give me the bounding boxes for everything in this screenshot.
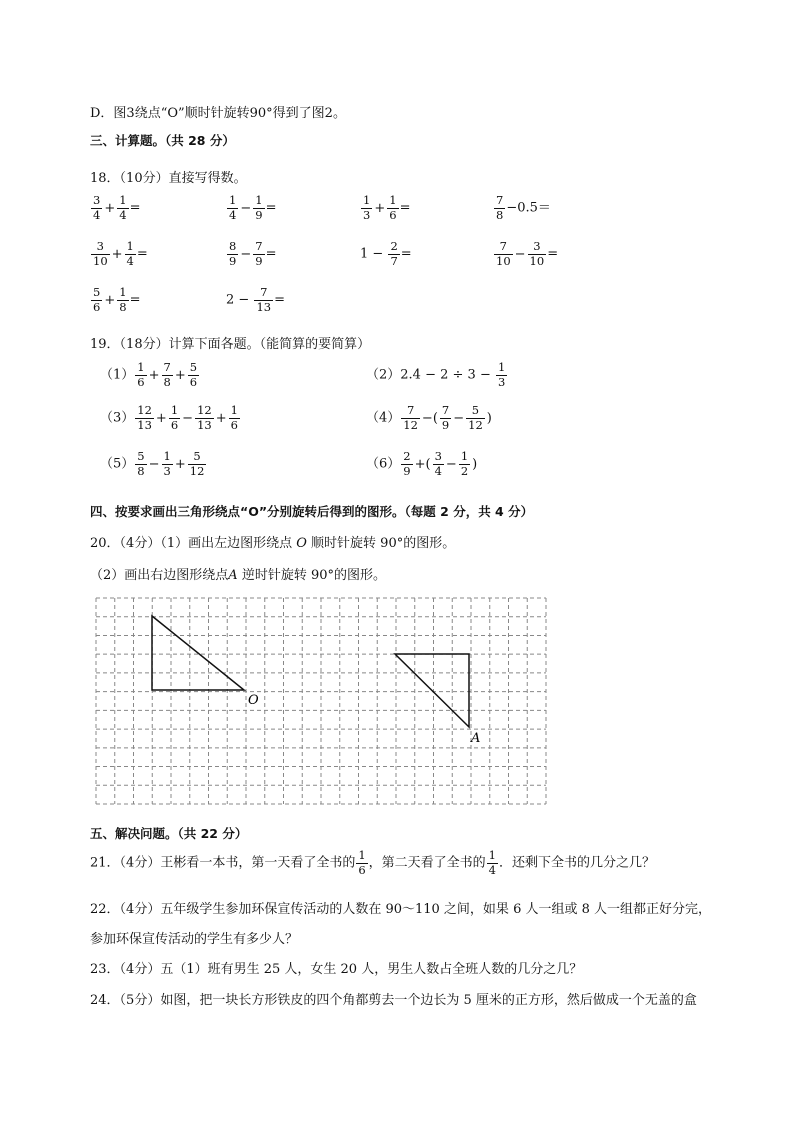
denominator: 6 (230, 417, 238, 432)
q19-header: 19．（18分）计算下面各题。（能简算的要简算） (90, 337, 371, 352)
q18-item (226, 241, 276, 267)
right-triangle (395, 654, 469, 727)
fraction (195, 405, 214, 431)
denominator: 3 (497, 374, 506, 389)
fraction (401, 405, 420, 431)
q19-problem-1: （1） $\frac{1}{6}$ + $\frac{7}{8}$ + $\frac{5}{6}$ (100, 360, 198, 389)
denominator: 12 (468, 417, 483, 432)
fraction (91, 287, 102, 313)
denominator: 12 (403, 417, 418, 432)
q19-problem-3: （3） $\frac{12}{13}$ + $\frac{1}{6}$ − $\frac{12}{13}$ + $\frac{1}{6}$ (100, 403, 238, 432)
q20-line2-post: 逆时针旋转 90°的图形。 (241, 568, 386, 583)
numerator: 7 (254, 287, 273, 301)
fraction (135, 362, 146, 388)
equals-sign: = (136, 246, 148, 262)
q18-item (493, 195, 551, 221)
fraction (91, 195, 102, 221)
q18-item (360, 195, 410, 221)
numerator: 7 (441, 403, 450, 417)
fraction (494, 195, 505, 221)
fraction (361, 195, 372, 221)
denominator: 13 (256, 299, 272, 314)
equals-sign: = (265, 246, 277, 262)
fraction (117, 195, 128, 221)
q18-item (226, 195, 276, 221)
denominator: 8 (496, 207, 504, 222)
denominator: 9 (229, 253, 237, 268)
numerator: 1 (126, 239, 134, 253)
denominator: 2 (460, 463, 469, 478)
operator: + (111, 246, 123, 262)
fraction (487, 850, 498, 876)
fraction (433, 451, 444, 477)
q18-item (90, 241, 148, 267)
option-d: D．图3绕点“O”顺时针旋转90°得到了图2。 (90, 106, 346, 121)
rotation-grid-figure (95, 597, 547, 805)
fraction (466, 405, 485, 431)
denominator: 4 (126, 253, 134, 268)
section-3-heading: 三、计算题。（共 28 分） (90, 133, 235, 148)
numerator: 7 (496, 193, 504, 207)
numerator: 3 (91, 241, 110, 255)
numerator: 1 (497, 360, 506, 374)
operator: − (240, 246, 252, 262)
q20-line1-pre: 20．（4分）（1）画出左边图形绕点 (90, 536, 293, 551)
denominator: 6 (358, 862, 366, 877)
numerator: 3 (93, 193, 101, 207)
fraction (253, 241, 264, 267)
numerator: 1 (229, 193, 237, 207)
numerator: 7 (494, 241, 513, 255)
left-triangle (152, 616, 244, 690)
denominator: 13 (137, 417, 152, 432)
fraction (253, 195, 264, 221)
numerator: 1 (389, 193, 397, 207)
denominator: 4 (93, 207, 101, 222)
numerator: 1 (170, 403, 179, 417)
numerator: 3 (434, 449, 442, 463)
point-o-label: O (248, 693, 259, 708)
fraction (162, 451, 173, 477)
equals-sign: = (399, 200, 411, 216)
q19-label-6: （6） (366, 456, 401, 472)
numerator: 1 (137, 360, 145, 374)
denominator: 6 (93, 299, 101, 314)
q20-line-1 (90, 532, 455, 551)
fraction (117, 287, 128, 313)
denominator: 9 (441, 417, 450, 432)
expr-prefix: 2 − (226, 292, 250, 308)
fraction (356, 850, 367, 876)
numerator: 8 (229, 239, 237, 253)
q20-line-2 (90, 564, 386, 583)
denominator: 6 (170, 417, 179, 432)
denominator: 8 (137, 463, 145, 478)
fraction (440, 405, 451, 431)
numerator: 5 (466, 405, 485, 419)
q18-item (360, 241, 412, 267)
denominator: 13 (197, 417, 212, 432)
denominator: 8 (119, 299, 127, 314)
q18-item (226, 287, 285, 313)
denominator: 12 (189, 463, 205, 478)
denominator: 10 (93, 253, 108, 268)
q22-line-1: 22．（4分）五年级学生参加环保宣传活动的人数在 90～110 之间，如果 6 人一组或 8 人一组都正好分完， (90, 902, 712, 917)
numerator: 1 (363, 193, 371, 207)
numerator: 7 (255, 239, 263, 253)
numerator: 3 (528, 241, 547, 255)
equals-sign: = (129, 200, 141, 216)
denominator: 6 (389, 207, 397, 222)
q18-item (90, 287, 140, 313)
fraction (125, 241, 136, 267)
operator: − (240, 200, 252, 216)
equals-sign: = (400, 246, 412, 262)
numerator: 1 (119, 285, 127, 299)
denominator: 3 (363, 207, 371, 222)
q20-line1-post: 顺时针旋转 90°的图形。 (311, 536, 456, 551)
numerator: 1 (488, 848, 496, 862)
fraction (169, 405, 180, 431)
section-5-heading: 五、解决问题。（共 22 分） (90, 826, 248, 841)
q21-text-3: ．还剩下全书的几分之几？ (499, 855, 656, 871)
operator: + (374, 200, 386, 216)
denominator: 9 (403, 463, 411, 478)
numerator: 5 (137, 449, 145, 463)
numerator: 1 (230, 403, 238, 417)
denominator: 10 (529, 253, 545, 268)
fraction (388, 241, 399, 267)
fraction (91, 241, 110, 267)
operator: + (104, 200, 116, 216)
q19-problem-5: （5） $\frac{5}{8}$ − $\frac{1}{3}$ + $\frac{5}{12}$ (100, 449, 205, 478)
numerator: 7 (401, 405, 420, 419)
fraction (135, 405, 154, 431)
q22-line-2: 参加环保宣传活动的学生有多少人？ (90, 932, 299, 947)
denominator: 3 (163, 463, 171, 478)
fraction (188, 362, 199, 388)
numerator: 5 (93, 285, 101, 299)
fraction (135, 451, 146, 477)
point-o-var: O (296, 536, 307, 551)
q19-p2-text: 2.4 − 2 ÷ 3 − (400, 367, 491, 383)
denominator: 4 (434, 463, 442, 478)
q19-label-1: （1） (100, 367, 135, 383)
equals-sign: = (129, 292, 141, 308)
fraction (496, 362, 507, 388)
fraction (459, 451, 470, 477)
point-a-label: A (471, 731, 481, 746)
q19-problem-4: （4） $\frac{7}{12}$ −( $\frac{7}{9}$ − $\frac{5}{12}$ ) (366, 403, 492, 432)
q18-header: 18．（10分）直接写得数。 (90, 171, 247, 186)
numerator: 1 (163, 449, 171, 463)
point-a-var: A (228, 568, 238, 583)
q23: 23．（4分）五（1）班有男生 25 人，女生 20 人，男生人数占全班人数的几分之几？ (90, 962, 583, 977)
numerator: 12 (137, 403, 152, 417)
denominator: 4 (488, 862, 496, 877)
q20-line2-pre: （2）画出右边图形绕点 (90, 568, 229, 583)
denominator: 4 (119, 207, 127, 222)
denominator: 7 (390, 253, 398, 268)
fraction (387, 195, 398, 221)
denominator: 8 (163, 374, 171, 389)
denominator: 6 (189, 374, 198, 389)
fraction (528, 241, 547, 267)
numerator: 12 (197, 403, 212, 417)
denominator: 6 (137, 374, 145, 389)
equals-sign: = (265, 200, 277, 216)
numerator: 1 (460, 449, 469, 463)
denominator: 10 (496, 253, 511, 268)
fraction (229, 405, 240, 431)
fraction (162, 362, 173, 388)
q19-problem-6: （6） $\frac{2}{9}$ +( $\frac{3}{4}$ − $\frac{1}{2}$ ) (366, 449, 478, 478)
fraction (401, 451, 412, 477)
expr-prefix: 1 − (360, 246, 384, 262)
fraction (227, 195, 238, 221)
denominator: 9 (255, 253, 263, 268)
numerator: 5 (189, 360, 198, 374)
section-4-heading: 四、按要求画出三角形绕点“O”分别旋转后得到的图形。（每题 2 分，共 4 分） (90, 504, 534, 519)
fraction (188, 451, 207, 477)
fraction (227, 241, 238, 267)
q24: 24．（5分）如图，把一块长方形铁皮的四个角都剪去一个边长为 5 厘米的正方形，然后做成一个无盖的盒 (90, 993, 697, 1008)
q19-label-3: （3） (100, 410, 135, 426)
equals-sign: = (547, 246, 559, 262)
operator: + (104, 292, 116, 308)
numerator: 7 (163, 360, 171, 374)
q18-item (90, 195, 140, 221)
q21-text-2: ，第二天看了全书的 (368, 855, 486, 871)
fraction (254, 287, 273, 313)
fraction (494, 241, 513, 267)
numerator: 1 (119, 193, 127, 207)
q21-text-1: 21．（4分）王彬看一本书，第一天看了全书的 (90, 855, 356, 871)
grid-lines (96, 598, 546, 804)
q18-item (493, 241, 558, 267)
numerator: 1 (255, 193, 263, 207)
q19-label-5: （5） (100, 456, 135, 472)
expr-tail: −0.5＝ (506, 200, 551, 216)
q21 (90, 850, 655, 876)
equals-sign: = (274, 292, 285, 308)
denominator: 9 (255, 207, 263, 222)
operator: − (514, 246, 526, 262)
numerator: 5 (188, 451, 207, 465)
numerator: 2 (403, 449, 411, 463)
numerator: 1 (358, 848, 366, 862)
q19-label-4: （4） (366, 410, 401, 426)
denominator: 4 (229, 207, 237, 222)
q19-problem-2 (366, 362, 508, 388)
numerator: 2 (390, 239, 398, 253)
q19-label-2: （2） (366, 367, 401, 383)
